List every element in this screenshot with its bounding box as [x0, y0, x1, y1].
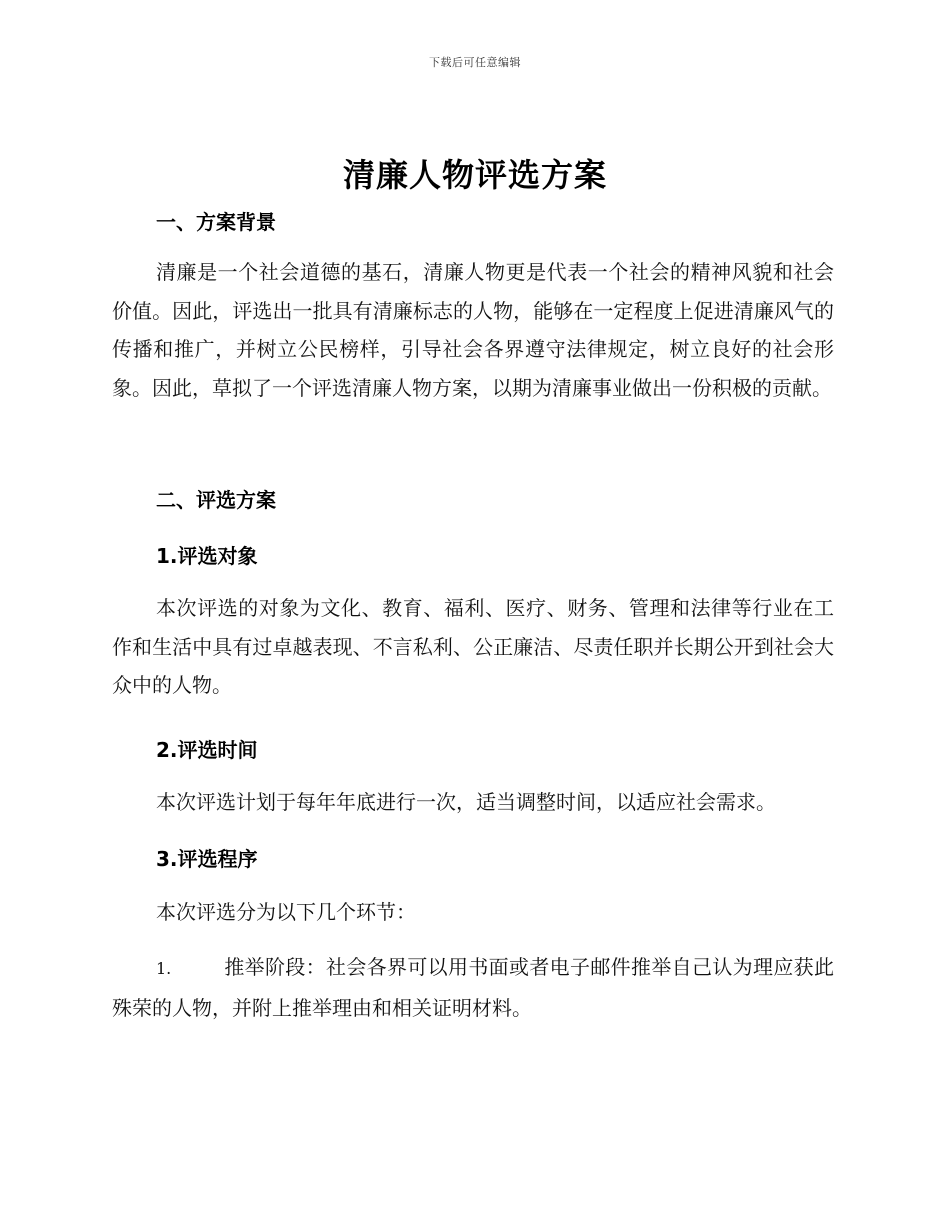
subheading-timing: 2.评选时间: [156, 738, 258, 762]
timing-paragraph: 本次评选计划于每年年底进行一次，适当调整时间，以适应社会需求。: [156, 790, 776, 814]
procedure-intro: 本次评选分为以下几个环节：: [156, 900, 416, 924]
document-title: 清廉人物评选方案: [342, 156, 607, 194]
subheading-procedure: 3.评选程序: [156, 847, 258, 871]
section-heading-plan: 二、评选方案: [156, 488, 276, 512]
list-item-text: 推举阶段：社会各界可以用书面或者电子邮件推举自己认为理应获此殊荣的人物，并附上推举理由和相关证明材料。: [112, 955, 834, 1020]
list-item: [112, 948, 834, 1027]
header-note: 下载后可任意编辑: [429, 56, 521, 69]
subheading-candidates: 1.评选对象: [156, 544, 258, 568]
section-heading-background: 一、方案背景: [156, 210, 276, 234]
background-paragraph: 清廉是一个社会道德的基石，清廉人物更是代表一个社会的精神风貌和社会价值。因此，评选出一批具有清廉标志的人物，能够在一定程度上促进清廉风气的传播和推广，并树立公民榜样，引导社会各界遵守法律规定，树立良好的社会形象。因此，草拟了一个评选清廉人物方案，以期为清廉事业做出一份积极的贡献。: [112, 260, 834, 400]
list-item-number: 1.: [156, 959, 172, 978]
candidates-paragraph: 本次评选的对象为文化、教育、福利、医疗、财务、管理和法律等行业在工作和生活中具有过卓越表现、不言私利、公正廉洁、尽责任职并长期公开到社会大众中的人物。: [112, 596, 834, 697]
